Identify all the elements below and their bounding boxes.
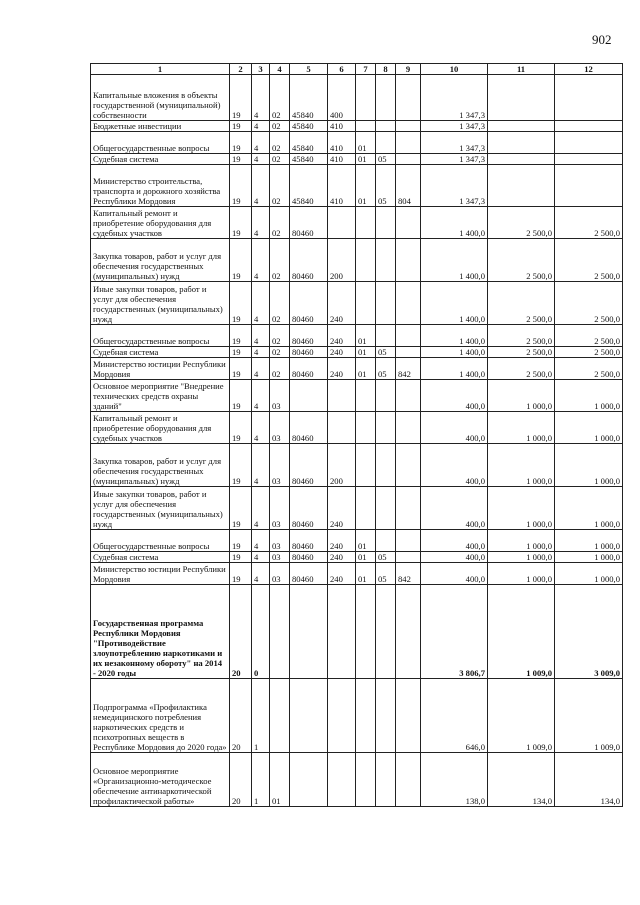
- code-cell: 19: [230, 444, 252, 487]
- amount-cell: 2 500,0: [555, 282, 623, 325]
- code-cell: [376, 132, 396, 154]
- code-cell: 410: [328, 165, 356, 207]
- code-cell: [376, 444, 396, 487]
- amount-cell: 2 500,0: [488, 239, 555, 282]
- code-cell: 19: [230, 325, 252, 347]
- code-cell: 240: [328, 282, 356, 325]
- code-cell: 240: [328, 325, 356, 347]
- code-cell: [290, 753, 328, 807]
- table-row: [91, 444, 623, 487]
- row-name-cell: Закупка товаров, работ и услуг для обеспечения государственных (муниципальных) нужд: [91, 239, 230, 282]
- row-name-cell: Судебная система: [91, 347, 230, 358]
- amount-cell: 400,0: [421, 380, 488, 412]
- table-row: [91, 380, 623, 412]
- amount-cell: 1 000,0: [555, 412, 623, 444]
- code-cell: 19: [230, 75, 252, 121]
- code-cell: 240: [328, 530, 356, 552]
- code-cell: [396, 753, 421, 807]
- amount-cell: 2 500,0: [555, 239, 623, 282]
- code-cell: 20: [230, 585, 252, 679]
- code-cell: 03: [270, 380, 290, 412]
- code-cell: 240: [328, 358, 356, 380]
- code-cell: 4: [252, 154, 270, 165]
- code-cell: [396, 207, 421, 239]
- code-cell: 05: [376, 358, 396, 380]
- code-cell: 4: [252, 487, 270, 530]
- code-cell: 19: [230, 165, 252, 207]
- amount-cell: [488, 154, 555, 165]
- amount-cell: 1 000,0: [555, 444, 623, 487]
- code-cell: 4: [252, 165, 270, 207]
- code-cell: 4: [252, 121, 270, 132]
- code-cell: 02: [270, 207, 290, 239]
- code-cell: 19: [230, 282, 252, 325]
- code-cell: [396, 282, 421, 325]
- table-row: [91, 530, 623, 552]
- code-cell: 03: [270, 563, 290, 585]
- code-cell: 02: [270, 75, 290, 121]
- code-cell: 03: [270, 444, 290, 487]
- code-cell: 03: [270, 412, 290, 444]
- amount-cell: 2 500,0: [555, 347, 623, 358]
- amount-cell: 2 500,0: [555, 358, 623, 380]
- code-cell: 02: [270, 358, 290, 380]
- code-cell: [396, 552, 421, 563]
- code-cell: 01: [270, 753, 290, 807]
- code-cell: [376, 121, 396, 132]
- amount-cell: 1 347,3: [421, 121, 488, 132]
- code-cell: 80460: [290, 282, 328, 325]
- code-cell: [328, 585, 356, 679]
- amount-cell: 646,0: [421, 679, 488, 753]
- code-cell: 4: [252, 412, 270, 444]
- code-cell: [396, 679, 421, 753]
- amount-cell: 1 000,0: [488, 412, 555, 444]
- column-header: 12: [555, 64, 623, 75]
- code-cell: 0: [252, 585, 270, 679]
- column-header: 5: [290, 64, 328, 75]
- row-name-cell: Министерство юстиции Республики Мордовия: [91, 563, 230, 585]
- code-cell: [396, 444, 421, 487]
- code-cell: [376, 487, 396, 530]
- code-cell: 4: [252, 552, 270, 563]
- code-cell: [356, 121, 376, 132]
- table-row: [91, 75, 623, 121]
- code-cell: [356, 444, 376, 487]
- code-cell: 03: [270, 552, 290, 563]
- code-cell: 19: [230, 154, 252, 165]
- code-cell: [396, 530, 421, 552]
- amount-cell: 2 500,0: [555, 207, 623, 239]
- code-cell: [376, 207, 396, 239]
- page-number: 902: [592, 32, 612, 47]
- amount-cell: 400,0: [421, 487, 488, 530]
- column-header: 1: [91, 64, 230, 75]
- amount-cell: [555, 132, 623, 154]
- code-cell: 4: [252, 380, 270, 412]
- code-cell: [290, 585, 328, 679]
- code-cell: 80460: [290, 444, 328, 487]
- table-row: [91, 165, 623, 207]
- code-cell: 1: [252, 753, 270, 807]
- amount-cell: 1 000,0: [488, 380, 555, 412]
- code-cell: 19: [230, 380, 252, 412]
- code-cell: 4: [252, 347, 270, 358]
- code-cell: 01: [356, 154, 376, 165]
- code-cell: 4: [252, 239, 270, 282]
- code-cell: 01: [356, 563, 376, 585]
- code-cell: [376, 530, 396, 552]
- code-cell: 45840: [290, 154, 328, 165]
- code-cell: 05: [376, 165, 396, 207]
- code-cell: [396, 585, 421, 679]
- row-name-cell: Подпрограмма «Профилактика немедицинского потребления наркотических средств и психотропных веществ в Республике Мордовия до 2020 года»: [91, 679, 230, 753]
- code-cell: [376, 753, 396, 807]
- amount-cell: 1 000,0: [488, 552, 555, 563]
- column-header: 7: [356, 64, 376, 75]
- code-cell: 05: [376, 347, 396, 358]
- amount-cell: 1 347,3: [421, 165, 488, 207]
- row-name-cell: Закупка товаров, работ и услуг для обеспечения государственных (муниципальных) нужд: [91, 444, 230, 487]
- code-cell: 80460: [290, 552, 328, 563]
- code-cell: [376, 380, 396, 412]
- code-cell: [396, 380, 421, 412]
- code-cell: [328, 207, 356, 239]
- code-cell: 410: [328, 132, 356, 154]
- code-cell: [270, 585, 290, 679]
- code-cell: [396, 239, 421, 282]
- table-row: [91, 679, 623, 753]
- code-cell: 02: [270, 239, 290, 282]
- table-row: [91, 325, 623, 347]
- table-row: [91, 753, 623, 807]
- code-cell: 20: [230, 679, 252, 753]
- code-cell: [328, 380, 356, 412]
- amount-cell: 1 400,0: [421, 282, 488, 325]
- table-body: [91, 75, 623, 807]
- code-cell: 01: [356, 530, 376, 552]
- row-name-cell: Иные закупки товаров, работ и услуг для обеспечения государственных (муниципальных) нужд: [91, 282, 230, 325]
- code-cell: [396, 347, 421, 358]
- code-cell: 4: [252, 530, 270, 552]
- row-name-cell: Капитальный ремонт и приобретение оборудования для судебных участков: [91, 207, 230, 239]
- code-cell: 80460: [290, 358, 328, 380]
- code-cell: 02: [270, 154, 290, 165]
- code-cell: 19: [230, 487, 252, 530]
- code-cell: [396, 75, 421, 121]
- code-cell: 19: [230, 552, 252, 563]
- code-cell: [356, 585, 376, 679]
- amount-cell: 1 400,0: [421, 239, 488, 282]
- amount-cell: 1 000,0: [555, 563, 623, 585]
- row-name-cell: Общегосударственные вопросы: [91, 530, 230, 552]
- row-name-cell: Министерство юстиции Республики Мордовия: [91, 358, 230, 380]
- row-name-cell: Капитальные вложения в объекты государственной (муниципальной) собственности: [91, 75, 230, 121]
- code-cell: 19: [230, 530, 252, 552]
- code-cell: 240: [328, 552, 356, 563]
- code-cell: 4: [252, 358, 270, 380]
- table-row: [91, 552, 623, 563]
- amount-cell: 138,0: [421, 753, 488, 807]
- code-cell: [356, 412, 376, 444]
- header-row: [91, 64, 623, 75]
- code-cell: 804: [396, 165, 421, 207]
- code-cell: 19: [230, 563, 252, 585]
- code-cell: [396, 412, 421, 444]
- amount-cell: 2 500,0: [488, 325, 555, 347]
- table-row: [91, 121, 623, 132]
- code-cell: 19: [230, 121, 252, 132]
- table-row: [91, 358, 623, 380]
- amount-cell: 1 000,0: [555, 530, 623, 552]
- amount-cell: 2 500,0: [488, 358, 555, 380]
- column-header: 9: [396, 64, 421, 75]
- code-cell: 01: [356, 347, 376, 358]
- code-cell: [328, 679, 356, 753]
- code-cell: [376, 679, 396, 753]
- amount-cell: 1 009,0: [488, 585, 555, 679]
- code-cell: 03: [270, 530, 290, 552]
- amount-cell: 1 347,3: [421, 75, 488, 121]
- code-cell: 4: [252, 444, 270, 487]
- code-cell: 410: [328, 121, 356, 132]
- code-cell: [376, 239, 396, 282]
- code-cell: 410: [328, 154, 356, 165]
- amount-cell: 2 500,0: [488, 282, 555, 325]
- code-cell: 19: [230, 412, 252, 444]
- code-cell: 80460: [290, 530, 328, 552]
- row-name-cell: Иные закупки товаров, работ и услуг для обеспечения государственных (муниципальных) нужд: [91, 487, 230, 530]
- code-cell: [396, 121, 421, 132]
- amount-cell: 134,0: [488, 753, 555, 807]
- column-header: 10: [421, 64, 488, 75]
- code-cell: 20: [230, 753, 252, 807]
- amount-cell: 2 500,0: [555, 325, 623, 347]
- code-cell: 80460: [290, 325, 328, 347]
- code-cell: 45840: [290, 75, 328, 121]
- code-cell: 03: [270, 487, 290, 530]
- code-cell: 4: [252, 282, 270, 325]
- code-cell: [356, 679, 376, 753]
- row-name-cell: Министерство строительства, транспорта и дорожного хозяйства Республики Мордовия: [91, 165, 230, 207]
- amount-cell: 1 000,0: [555, 552, 623, 563]
- amount-cell: 400,0: [421, 444, 488, 487]
- code-cell: [376, 75, 396, 121]
- amount-cell: [555, 75, 623, 121]
- code-cell: 01: [356, 165, 376, 207]
- amount-cell: 400,0: [421, 563, 488, 585]
- code-cell: 400: [328, 75, 356, 121]
- code-cell: 4: [252, 325, 270, 347]
- amount-cell: 400,0: [421, 412, 488, 444]
- column-header: 3: [252, 64, 270, 75]
- amount-cell: 1 400,0: [421, 207, 488, 239]
- code-cell: [290, 380, 328, 412]
- code-cell: 01: [356, 552, 376, 563]
- code-cell: [396, 154, 421, 165]
- code-cell: 240: [328, 487, 356, 530]
- amount-cell: 1 400,0: [421, 358, 488, 380]
- row-name-cell: Судебная система: [91, 154, 230, 165]
- row-name-cell: Общегосударственные вопросы: [91, 132, 230, 154]
- amount-cell: 2 500,0: [488, 347, 555, 358]
- row-name-cell: Основное мероприятие «Организационно-методическое обеспечение антинаркотической профилактической работы»: [91, 753, 230, 807]
- table-row: [91, 487, 623, 530]
- amount-cell: 1 009,0: [488, 679, 555, 753]
- code-cell: 80460: [290, 207, 328, 239]
- code-cell: [356, 207, 376, 239]
- code-cell: 19: [230, 207, 252, 239]
- code-cell: [328, 753, 356, 807]
- amount-cell: 1 000,0: [555, 487, 623, 530]
- table-row: [91, 282, 623, 325]
- code-cell: [356, 380, 376, 412]
- code-cell: 80460: [290, 563, 328, 585]
- amount-cell: 3 806,7: [421, 585, 488, 679]
- code-cell: 45840: [290, 121, 328, 132]
- code-cell: [396, 132, 421, 154]
- code-cell: 200: [328, 444, 356, 487]
- table-row: [91, 412, 623, 444]
- amount-cell: 1 000,0: [555, 380, 623, 412]
- code-cell: 01: [356, 358, 376, 380]
- table-row: [91, 132, 623, 154]
- code-cell: 1: [252, 679, 270, 753]
- code-cell: 4: [252, 563, 270, 585]
- amount-cell: 1 347,3: [421, 132, 488, 154]
- row-name-cell: Государственная программа Республики Мордовия "Противодействие злоупотреблению наркотиками и их незаконному обороту" на 2014 - 2020 годы: [91, 585, 230, 679]
- row-name-cell: Капитальный ремонт и приобретение оборудования для судебных участков: [91, 412, 230, 444]
- code-cell: [356, 487, 376, 530]
- code-cell: [356, 75, 376, 121]
- amount-cell: 2 500,0: [488, 207, 555, 239]
- code-cell: 4: [252, 75, 270, 121]
- amount-cell: 1 009,0: [555, 679, 623, 753]
- code-cell: [396, 487, 421, 530]
- code-cell: 02: [270, 282, 290, 325]
- amount-cell: 1 000,0: [488, 563, 555, 585]
- code-cell: 05: [376, 154, 396, 165]
- code-cell: 01: [356, 325, 376, 347]
- amount-cell: [555, 165, 623, 207]
- code-cell: 19: [230, 358, 252, 380]
- code-cell: [356, 239, 376, 282]
- code-cell: 45840: [290, 165, 328, 207]
- table-row: [91, 154, 623, 165]
- code-cell: [270, 679, 290, 753]
- code-cell: 05: [376, 563, 396, 585]
- amount-cell: 134,0: [555, 753, 623, 807]
- code-cell: 842: [396, 563, 421, 585]
- amount-cell: 1 000,0: [488, 444, 555, 487]
- code-cell: [376, 412, 396, 444]
- code-cell: 80460: [290, 487, 328, 530]
- amount-cell: [488, 132, 555, 154]
- amount-cell: 1 347,3: [421, 154, 488, 165]
- code-cell: [356, 282, 376, 325]
- row-name-cell: Бюджетные инвестиции: [91, 121, 230, 132]
- amount-cell: [555, 154, 623, 165]
- table-row: [91, 585, 623, 679]
- amount-cell: 1 000,0: [488, 530, 555, 552]
- code-cell: 842: [396, 358, 421, 380]
- row-name-cell: Основное мероприятие "Внедрение технических средств охраны зданий": [91, 380, 230, 412]
- code-cell: 80460: [290, 239, 328, 282]
- code-cell: 80460: [290, 412, 328, 444]
- amount-cell: [488, 75, 555, 121]
- code-cell: 02: [270, 165, 290, 207]
- amount-cell: 1 400,0: [421, 325, 488, 347]
- table-row: [91, 207, 623, 239]
- code-cell: 01: [356, 132, 376, 154]
- amount-cell: [488, 165, 555, 207]
- code-cell: 19: [230, 347, 252, 358]
- table-row: [91, 239, 623, 282]
- code-cell: 4: [252, 132, 270, 154]
- code-cell: 240: [328, 563, 356, 585]
- amount-cell: 3 009,0: [555, 585, 623, 679]
- code-cell: [376, 585, 396, 679]
- column-header: 8: [376, 64, 396, 75]
- code-cell: [290, 679, 328, 753]
- code-cell: 240: [328, 347, 356, 358]
- code-cell: 19: [230, 132, 252, 154]
- code-cell: 02: [270, 325, 290, 347]
- code-cell: 45840: [290, 132, 328, 154]
- code-cell: 02: [270, 347, 290, 358]
- code-cell: 02: [270, 121, 290, 132]
- column-header: 11: [488, 64, 555, 75]
- code-cell: [356, 753, 376, 807]
- code-cell: 4: [252, 207, 270, 239]
- amount-cell: 1 400,0: [421, 347, 488, 358]
- code-cell: 19: [230, 239, 252, 282]
- amount-cell: 400,0: [421, 552, 488, 563]
- column-header: 2: [230, 64, 252, 75]
- amount-cell: 1 000,0: [488, 487, 555, 530]
- code-cell: [376, 282, 396, 325]
- code-cell: 02: [270, 132, 290, 154]
- code-cell: [376, 325, 396, 347]
- row-name-cell: Судебная система: [91, 552, 230, 563]
- row-name-cell: Общегосударственные вопросы: [91, 325, 230, 347]
- table-row: [91, 563, 623, 585]
- amount-cell: [488, 121, 555, 132]
- amount-cell: [555, 121, 623, 132]
- budget-table: [90, 63, 623, 807]
- amount-cell: 400,0: [421, 530, 488, 552]
- column-header: 6: [328, 64, 356, 75]
- table-row: [91, 347, 623, 358]
- code-cell: 200: [328, 239, 356, 282]
- code-cell: [328, 412, 356, 444]
- code-cell: 05: [376, 552, 396, 563]
- code-cell: [396, 325, 421, 347]
- column-header: 4: [270, 64, 290, 75]
- code-cell: 80460: [290, 347, 328, 358]
